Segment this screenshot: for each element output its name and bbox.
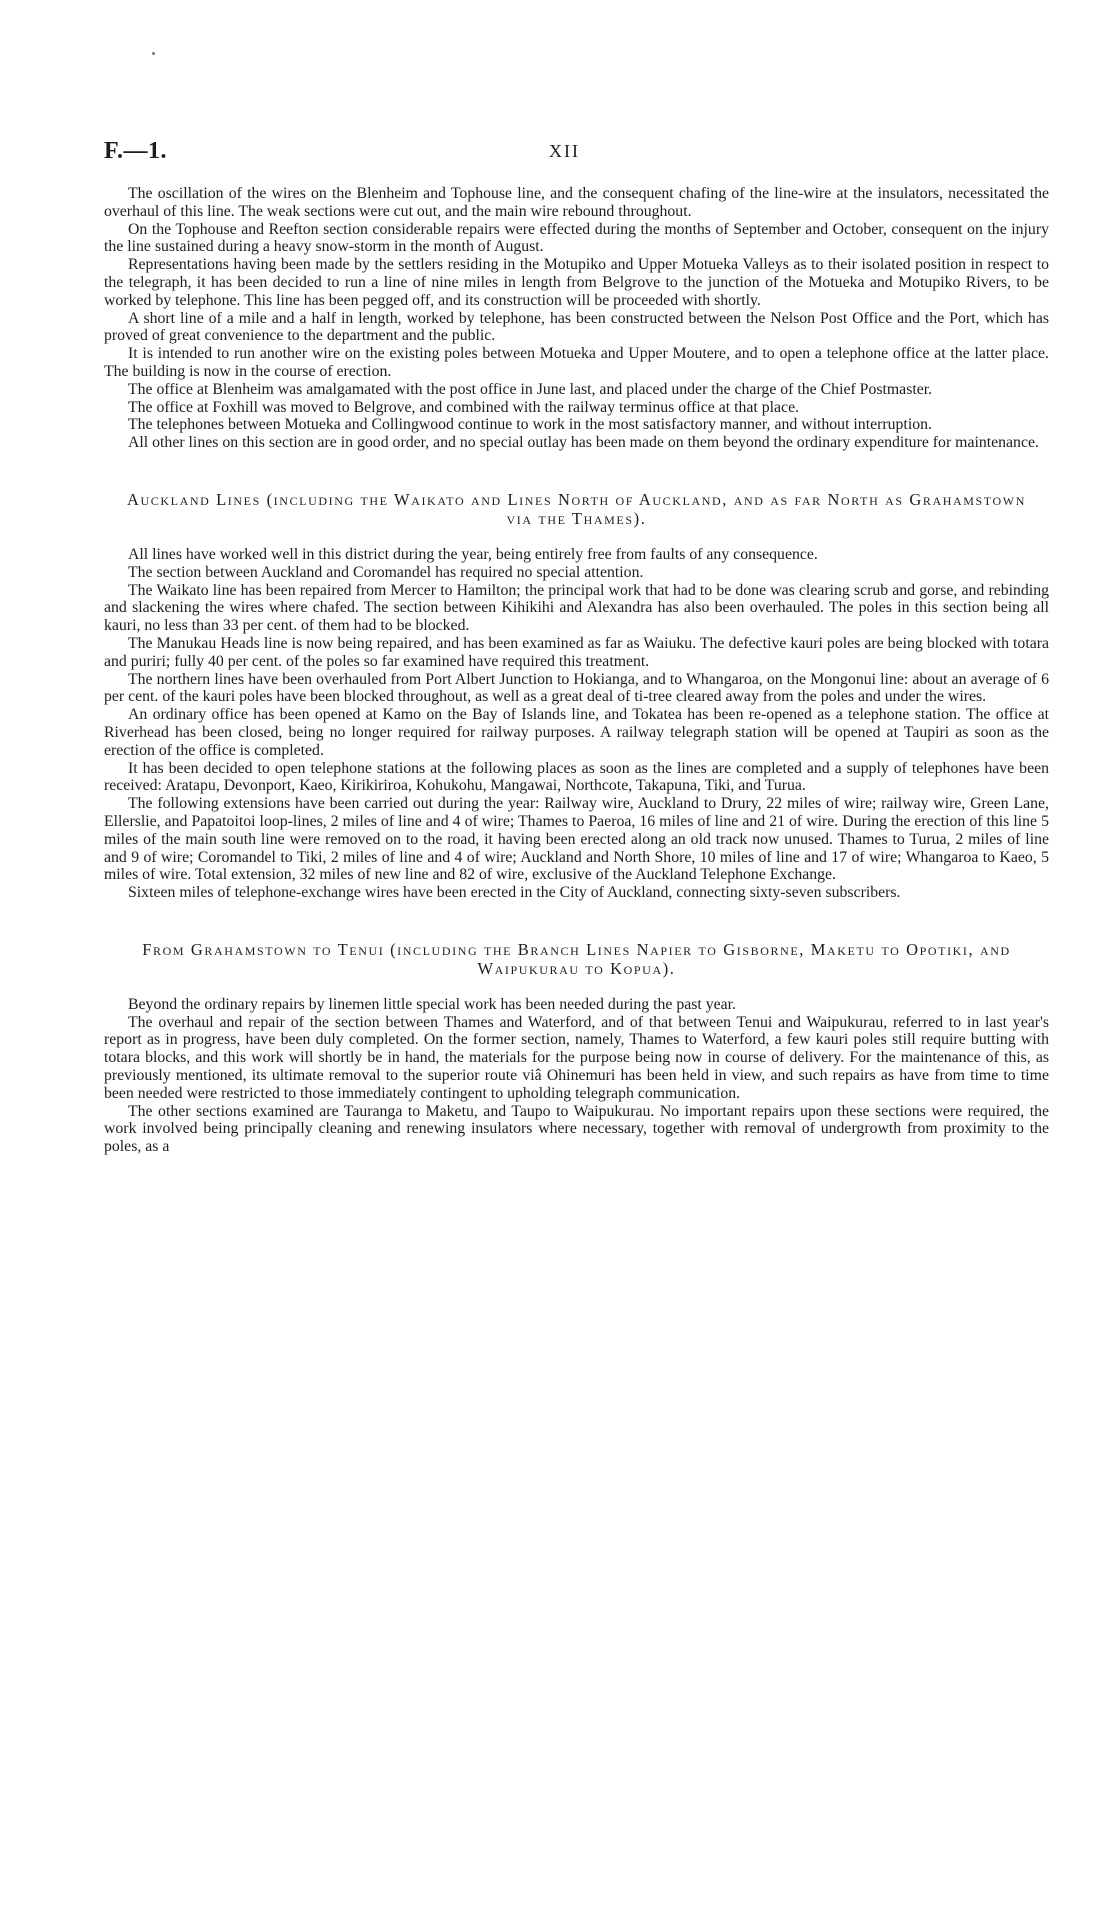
section-nelson-lines [104,185,1049,452]
section-heading: Auckland Lines (including the Waikato and Lines North of Auckland, and as far North as Grahamstown via the Thames). [127,489,1026,528]
paragraph: The telephones between Motueka and Collingwood continue to work in the most satisfactory manner, and without interruption. [128,416,932,434]
paragraph: The following extensions have been carried out during the year: Railway wire, Auckland to Drury, 22 miles of wire; railway wire, Green Lane, Ellerslie, and Papatoitoi loop-lines, 2 miles of line and 4 of wire; Thames to Paeroa, 16 miles of line and 21 of wire. During the erection of this line 5 miles of the main south line were removed on to the road, it having been erected along an old track now unused. Thames to Turua, 2 miles of line and 9 of wire; Coromandel to Tiki, 2 miles of line and 4 of wire; Auckland and North Shore, 10 miles of line and 17 of wire; Whangaroa to Kaeo, 5 miles of wire. Total extension, 32 miles of new line and 82 of wire, exclusive of the Auckland Telephone Exchange. [104,795,1049,884]
paragraph: On the Tophouse and Reefton section considerable repairs were effected during the months of September and October, consequent on the injury the line sustained during a heavy snow-storm in the month of August. [104,220,1049,256]
section-auckland-lines [104,490,1049,902]
paragraph: It has been decided to open telephone stations at the following places as soon as the lines are completed and a supply of telephones have been received: Aratapu, Devonport, Kaeo, Kirikiriroa, Kohukohu, Mangawai, Northcote, Takapuna, Tiki, and Turua. [104,759,1049,795]
document-body [104,185,1049,1156]
paragraph: It is intended to run another wire on the existing poles between Motueka and Upper Moutere, and to open a telephone office at the latter place. The building is now in the course of erection. [104,345,1049,380]
paragraph: A short line of a mile and a half in length, worked by telephone, has been constructed between the Nelson Post Office and the Port, which has proved of great convenience to the department and the public. [104,309,1049,345]
paragraph: Sixteen miles of telephone-exchange wires have been erected in the City of Auckland, connecting sixty-seven subscribers. [128,884,901,902]
paragraph: The Waikato line has been repaired from Mercer to Hamilton; the principal work that had to be done was clearing scrub and gorse, and rebinding and slackening the wires where chafed. The section between Kihikihi and Alexandra has also been overhauled. The poles in this section being all kauri, no less than 33 per cent. of them had to be blocked. [104,581,1049,635]
paragraph: Representations having been made by the settlers residing in the Motupiko and Upper Motueka Valleys as to their isolated position in respect to the telegraph, it has been decided to run a line of nine miles in length from Belgrove to the junction of the Motueka and Motupiko Rivers, to be worked by telephone. This line has been pegged off, and its construction will be proceeded with shortly. [104,256,1049,309]
paragraph: The section between Auckland and Coromandel has required no special attention. [128,563,644,581]
document-code: F.—1. [104,138,167,164]
paragraph: An ordinary office has been opened at Kamo on the Bay of Islands line, and Tokatea has been re-opened as a telephone station. The office at Riverhead has been closed, being no longer required for railway purposes. A railway telegraph station will be opened at Taupiri as soon as the erection of the office is completed. [104,706,1049,759]
paragraph: Beyond the ordinary repairs by linemen little special work has been needed during the past year. [128,995,736,1013]
scan-speck [152,52,155,55]
page-header [104,138,1049,174]
paragraph: The oscillation of the wires on the Blenheim and Tophouse line, and the consequent chafing of the line-wire at the insulators, necessitated the overhaul of this line. The weak sections were cut out, and the main wire rebound throughout. [104,185,1049,220]
paragraph: The overhaul and repair of the section between Thames and Waterford, and of that between Tenui and Waipukurau, referred to in last year's report as in progress, have been duly completed. On the former section, namely, Thames to Waterford, a few kauri poles still require butting with totara blocks, and this work will shortly be in hand, the materials for the purpose being now in course of delivery. For the maintenance of this, as previously mentioned, its ultimate removal to the superior route viâ Ohinemuri has been held in view, and such repairs as have from time to time been needed were restricted to those immediately contingent to upholding telegraph communication. [104,1013,1049,1102]
paragraph: The other sections examined are Tauranga to Maketu, and Taupo to Waipukurau. No important repairs upon these sections were required, the work involved being principally cleaning and renewing insulators where necessary, together with removal of undergrowth from proximity to the poles, as a [104,1102,1049,1156]
section-heading: From Grahamstown to Tenui (including the Branch Lines Napier to Gisborne, Maketu to Opotiki, and Waipukurau to Kopua). [142,939,1011,978]
paragraph: The office at Foxhill was moved to Belgrove, and combined with the railway terminus office at that place. [128,398,800,416]
paragraph: All lines have worked well in this district during the year, being entirely free from faults of any consequence. [128,545,818,563]
page-number: XII [549,141,580,161]
section-grahamstown-tenui [104,940,1049,1156]
paragraph: All other lines on this section are in good order, and no special outlay has been made on them beyond the ordinary expenditure for maintenance. [128,434,1039,452]
paragraph: The office at Blenheim was amalgamated with the post office in June last, and placed under the charge of the Chief Postmaster. [128,380,933,398]
paragraph: The northern lines have been overhauled from Port Albert Junction to Hokianga, and to Whangaroa, on the Mongonui line: about an average of 6 per cent. of the kauri poles have been blocked throughout, as well as a great deal of ti-tree cleared away from the poles and under the wires. [104,670,1049,706]
paragraph: The Manukau Heads line is now being repaired, and has been examined as far as Waiuku. The defective kauri poles are being blocked with totara and puriri; fully 40 per cent. of the poles so far examined have required this treatment. [104,634,1049,670]
